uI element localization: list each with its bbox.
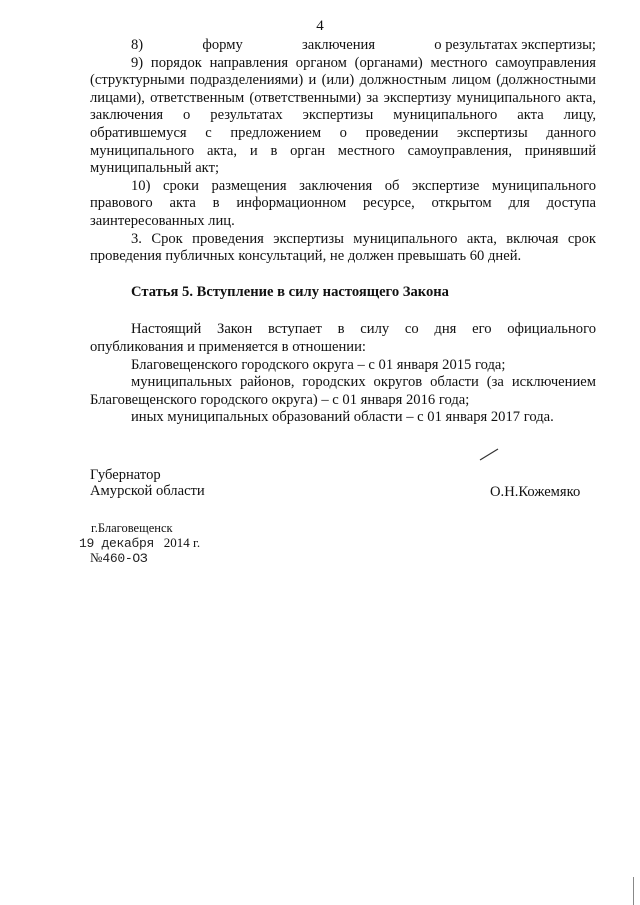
law-number <box>90 550 147 566</box>
stamped-number: 460-ОЗ <box>102 551 148 566</box>
item-3: 3. Срок проведения экспертизы муниципального акта, включая срок проведения публичных консультаций, не должен превышать 60 дней. <box>90 230 596 265</box>
scan-edge-mark <box>629 877 634 905</box>
signing-date <box>79 535 200 551</box>
item-8 <box>131 37 596 55</box>
page-number: 4 <box>316 18 324 34</box>
number-sign: № <box>90 550 103 565</box>
place-of-signing: г.Благовещенск <box>91 521 173 535</box>
signatory-title-line-2: Амурской области <box>90 483 205 499</box>
item-8-word-3: о результатах экспертизы; <box>434 37 596 53</box>
document-body <box>90 37 596 427</box>
stamped-date: 19 декабря <box>79 536 155 551</box>
article-5-line-3: иных муниципальных образований области – с 01 января 2017 года. <box>131 409 554 426</box>
item-8-word-1: форму <box>202 37 243 53</box>
item-9: 9) порядок направления органом (органами) местного самоуправления (структурными подразделениями) и (или) должностным лицом (должностными лицами), ответственным (ответственными) за экспертизу муниципального акта, заключения о результатах экспертизы муниципального акта лицу, обратившемуся с предложением о проведении экспертизы данного муниципального акта, и в орган местного самоуправления, принявший муниципальный акт; <box>90 54 596 177</box>
signing-year: 2014 г. <box>163 535 201 550</box>
item-10: 10) сроки размещения заключения об экспертизе муниципального правового акта в информационном ресурсе, открытом для доступа заинтересованных лиц. <box>90 177 596 229</box>
signatory-name: О.Н.Кожемяко <box>490 484 581 500</box>
article-5-line-1: Благовещенского городского округа – с 01 января 2015 года; <box>131 356 506 373</box>
article-5-heading: Статья 5. Вступление в силу настоящего Закона <box>131 283 449 300</box>
item-8-word-2: заключения <box>301 37 376 53</box>
signature-mark <box>478 446 500 462</box>
item-8-number: 8) <box>131 37 144 53</box>
article-5-line-2: муниципальных районов, городских округов области (за исключением Благовещенского городского округа) – с 01 января 2016 года; <box>90 374 596 408</box>
signatory-title-line-1: Губернатор <box>90 467 161 483</box>
article-5-intro: Настоящий Закон вступает в силу со дня его официального опубликования и применяется в отношении: <box>90 321 596 355</box>
signatory-title <box>90 467 205 499</box>
